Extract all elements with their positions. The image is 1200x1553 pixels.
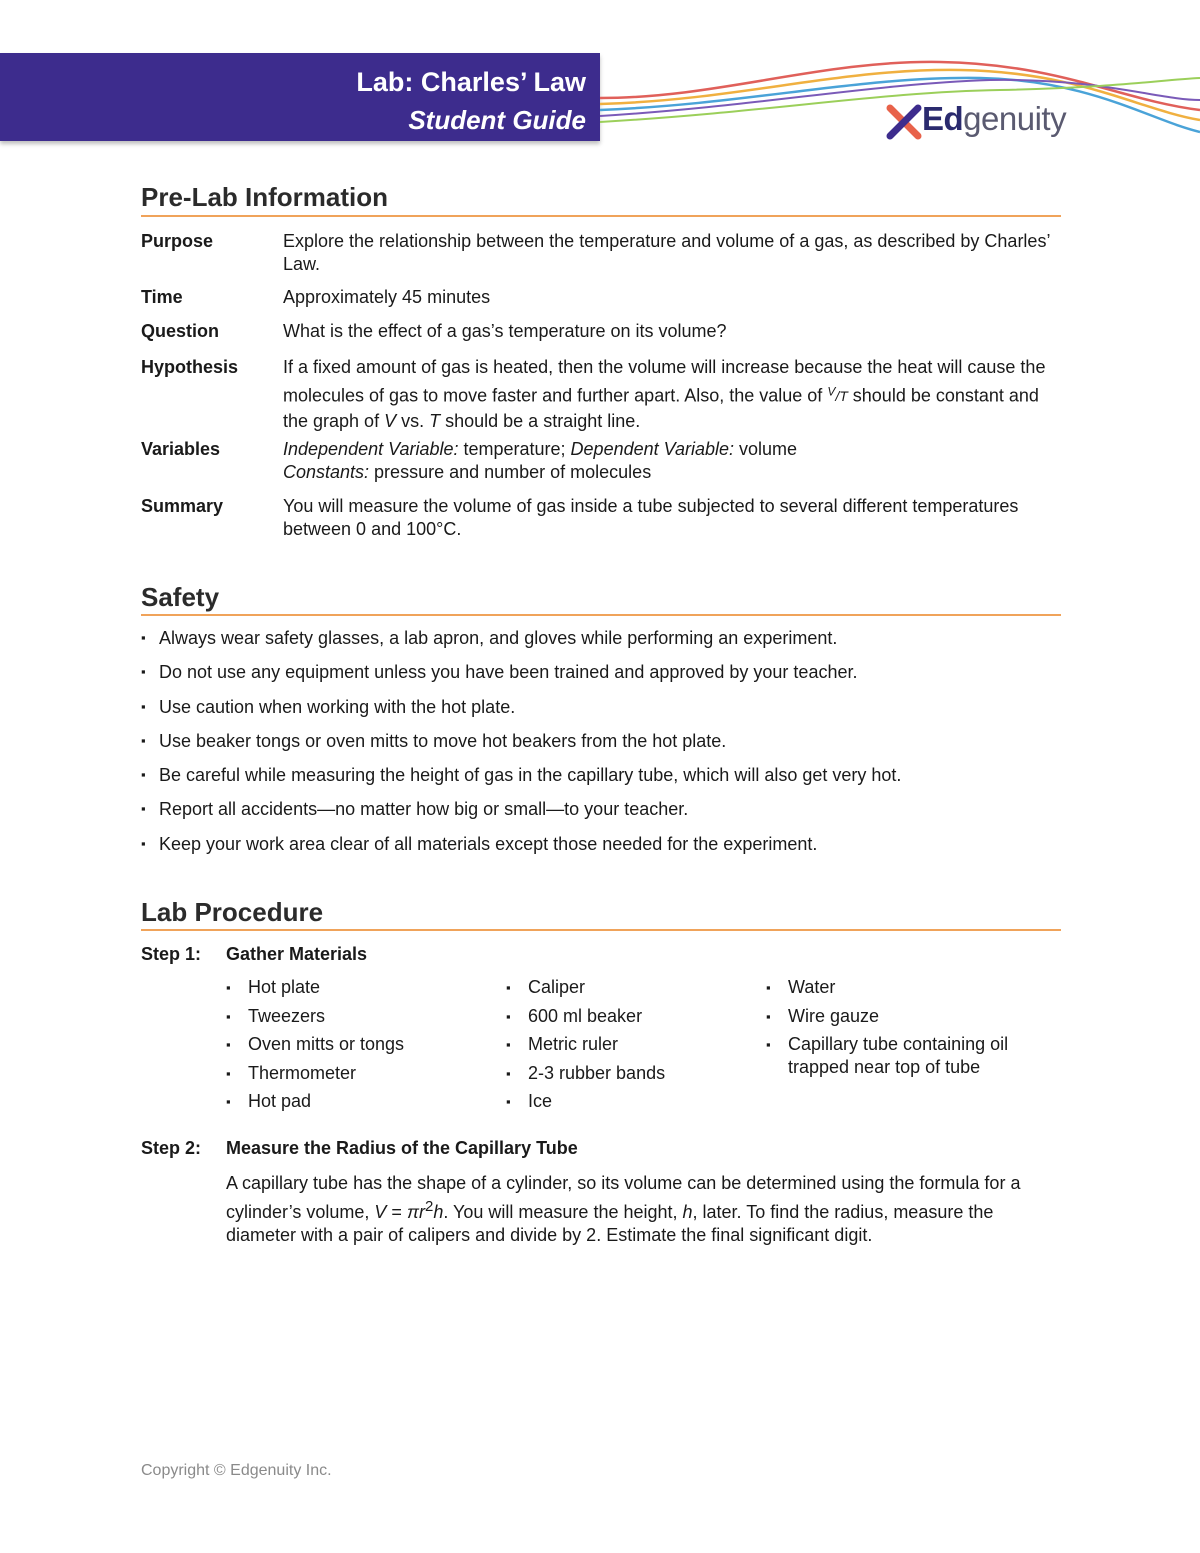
list-item: ▪ Hot pad <box>226 1090 496 1113</box>
list-item: ▪ Caliper <box>506 976 756 999</box>
prelab-rule <box>141 215 1061 217</box>
materials-column-1 <box>226 976 496 1119</box>
list-item: ▪ Be careful while measuring the height of gas in the capillary tube, which will also get very hot. <box>141 763 1061 797</box>
question-label: Question <box>141 321 220 341</box>
hypothesis-text: If a fixed amount of gas is heated, then the volume will increase because the heat will cause the molecules of gas to move faster and further apart. Also, the value of $^V$/T should be constant and the graph of V vs. T should be a straight line. <box>283 357 1046 431</box>
procedure-heading: Lab Procedure <box>141 897 324 927</box>
prelab-heading: Pre-Lab Information <box>141 182 389 212</box>
logo-wordmark: Edgenuity <box>922 100 1067 137</box>
purpose-label: Purpose <box>141 231 214 251</box>
lab-title: Lab: Charles’ Law <box>356 67 586 97</box>
edgenuity-x-icon <box>886 104 922 140</box>
list-item: ▪ Metric ruler <box>506 1033 756 1056</box>
procedure-rule <box>141 929 1061 931</box>
step2-title: Measure the Radius of the Capillary Tube <box>226 1138 578 1158</box>
list-item: ▪ Thermometer <box>226 1062 496 1085</box>
hypothesis-label: Hypothesis <box>141 357 239 377</box>
materials-column-2 <box>506 976 756 1119</box>
list-item: ▪ Use caution when working with the hot plate. <box>141 695 1061 729</box>
list-item: ▪ Oven mitts or tongs <box>226 1033 496 1056</box>
time-label: Time <box>141 287 183 307</box>
list-item: ▪ Ice <box>506 1090 756 1113</box>
v-over-t-fraction: $^V$/T <box>827 384 848 405</box>
list-item: ▪ Wire gauze <box>766 1005 1056 1028</box>
purpose-text: Explore the relationship between the temperature and volume of a gas, as described by Charles’ Law. <box>283 231 1050 274</box>
list-item: ▪ Capillary tube containing oil trapped near top of tube <box>766 1033 1056 1079</box>
list-item: ▪ 600 ml beaker <box>506 1005 756 1028</box>
step1-title: Gather Materials <box>226 944 368 964</box>
step2-text: A capillary tube has the shape of a cylinder, so its volume can be determined using the formula for a cylinder’s volume, $V = \pi r^2h$. You will measure the height, h, later. To find the radius, measure the diameter with a pair of calipers and divide by 2. Estimate the final significant digit. <box>226 1173 1021 1245</box>
copyright-footer: Copyright © Edgenuity Inc. <box>141 1462 332 1479</box>
lab-subtitle: Student Guide <box>408 105 586 135</box>
safety-heading: Safety <box>141 582 220 612</box>
summary-label: Summary <box>141 496 224 516</box>
materials-column-3 <box>766 976 1056 1085</box>
variables-label: Variables <box>141 439 221 459</box>
variables-text: Independent Variable: temperature; Dependent Variable: volume Constants: pressure and number of molecules <box>283 439 798 482</box>
list-item: ▪ Keep your work area clear of all materials except those needed for the experiment. <box>141 832 1061 866</box>
question-text: What is the effect of a gas’s temperature on its volume? <box>283 321 727 341</box>
list-item: ▪ Use beaker tongs or oven mitts to move hot beakers from the hot plate. <box>141 729 1061 763</box>
list-item: ▪ Water <box>766 976 1056 999</box>
list-item: ▪ Report all accidents—no matter how big or small—to your teacher. <box>141 797 1061 831</box>
list-item: ▪ Do not use any equipment unless you have been trained and approved by your teacher. <box>141 660 1061 694</box>
step2-label: Step 2: <box>141 1138 202 1158</box>
time-text: Approximately 45 minutes <box>283 287 491 307</box>
summary-text: You will measure the volume of gas inside a tube subjected to several different temperatures between 0 and 100°C. <box>283 496 1019 539</box>
safety-list <box>141 626 1061 866</box>
list-item: ▪ Always wear safety glasses, a lab apron, and gloves while performing an experiment. <box>141 626 1061 660</box>
list-item: ▪ Tweezers <box>226 1005 496 1028</box>
step1-label: Step 1: <box>141 944 202 964</box>
safety-rule <box>141 614 1061 616</box>
header-banner <box>0 53 600 141</box>
list-item: ▪ Hot plate <box>226 976 496 999</box>
list-item: ▪ 2-3 rubber bands <box>506 1062 756 1085</box>
